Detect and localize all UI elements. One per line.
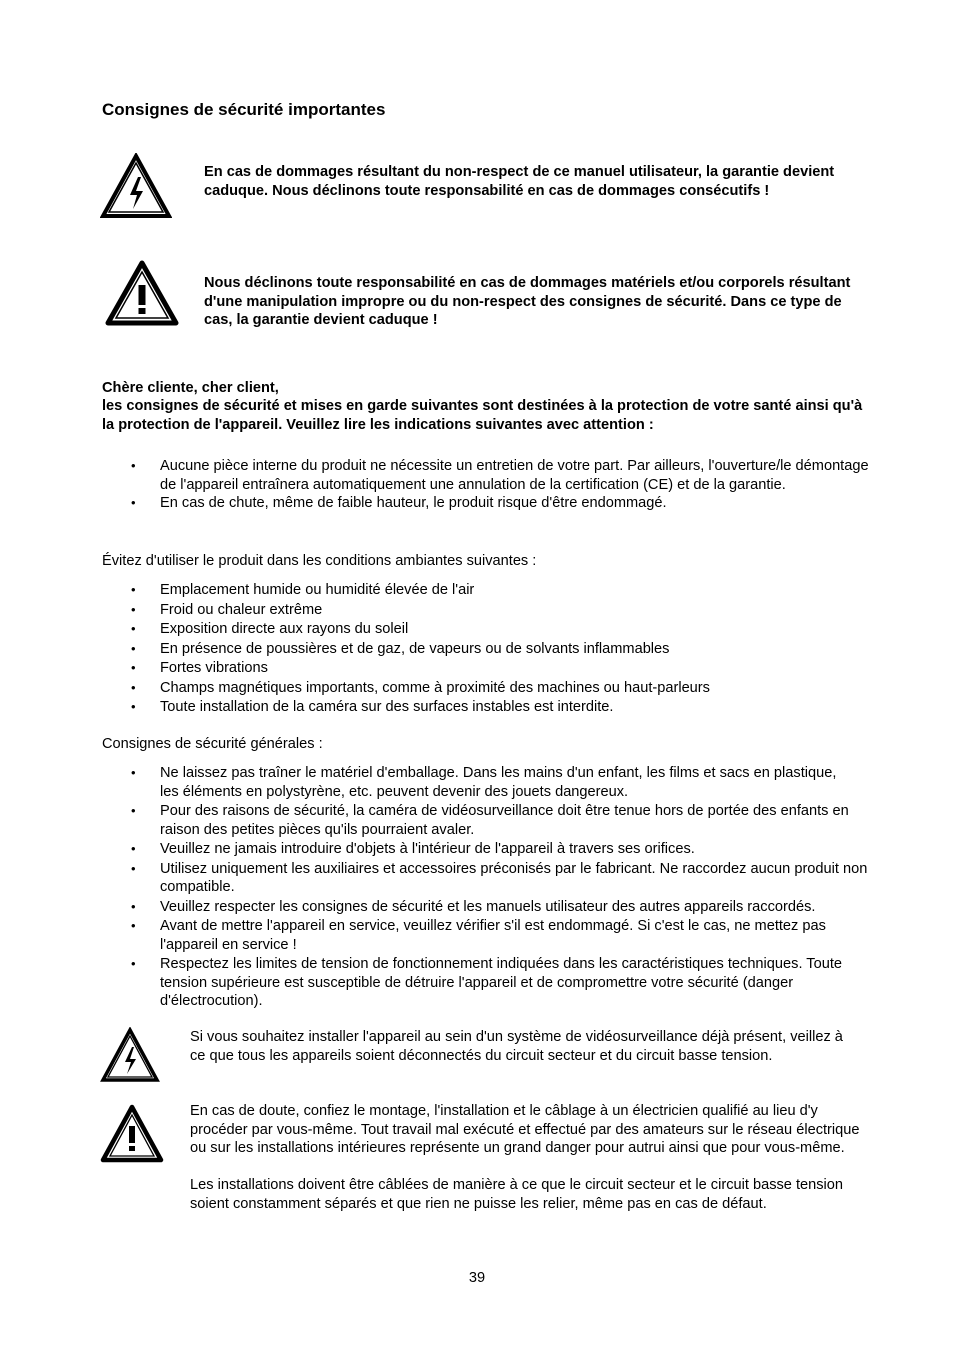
page-title: Consignes de sécurité importantes xyxy=(102,100,386,119)
doubt-note: En cas de doute, confiez le montage, l'installation et le câblage à un électricien qualifié au lieu d'y procéder par vous-même. Tout travail mal exécuté et effectué par des amateurs sur le réseau électrique ou sur les installations intérieures représente un grand danger pour autrui ainsi que pour vous-même. xyxy=(190,1103,860,1156)
general-intro: Consignes de sécurité générales : xyxy=(102,736,323,752)
conditions-list xyxy=(102,581,882,717)
page-number: 39 xyxy=(468,1270,486,1286)
list-item: • En cas de chute, même de faible hauteur, le produit risque d'être endommagé. xyxy=(102,494,882,513)
greeting: Chère cliente, cher client, xyxy=(102,380,279,396)
lightning-warning-icon xyxy=(100,153,172,219)
lightning-warning-icon xyxy=(100,1027,160,1083)
conditions-intro: Évitez d'utiliser le produit dans les conditions ambiantes suivantes : xyxy=(102,553,537,569)
list-item: • Champs magnétiques importants, comme à proximité des machines ou haut-parleurs xyxy=(102,679,882,698)
list-item: • Avant de mettre l'appareil en service, veuillez vérifier s'il est endommagé. Si c'est le cas, ne mettez pas l'appareil en service ! xyxy=(102,917,880,954)
list-item: • Pour des raisons de sécurité, la caméra de vidéosurveillance doit être tenue hors de portée des enfants en raison des petites pièces qu'ils pourraient avaler. xyxy=(102,802,860,839)
warning-text-1: En cas de dommages résultant du non-respect de ce manuel utilisateur, la garantie devient caduque. Nous déclinons toute responsabilité en cas de dommages consécutifs ! xyxy=(204,164,835,199)
list-item: • Fortes vibrations xyxy=(102,659,882,678)
list-item: • Toute installation de la caméra sur des surfaces instables est interdite. xyxy=(102,698,882,717)
list-item: • Froid ou chaleur extrême xyxy=(102,601,882,620)
list-item: • Utilisez uniquement les auxiliaires et accessoires préconisés par le fabricant. Ne raccordez aucun produit non compatible. xyxy=(102,860,880,897)
warning-text-2: Nous déclinons toute responsabilité en cas de dommages matériels et/ou corporels résultant d'une manipulation impropre ou du non-respect des consignes de sécurité. Dans ce type de cas, la garantie devient caduque ! xyxy=(204,275,851,328)
list-item: • Ne laissez pas traîner le matériel d'emballage. Dans les mains d'un enfant, les films et sacs en plastique, les éléments en polystyrène, etc. peuvent devenir des jouets dangereux. xyxy=(102,764,840,801)
list-item: • Veuillez respecter les consignes de sécurité et les manuels utilisateur des autres appareils raccordés. xyxy=(102,898,892,917)
general-safety-list xyxy=(102,764,892,1011)
doubt-note-wiring: Les installations doivent être câblées de manière à ce que le circuit secteur et le circuit basse tension soient constamment séparés et que rien ne puisse les relier, même pas en cas de défaut. xyxy=(190,1177,844,1212)
list-item: • Respectez les limites de tension de fonctionnement indiquées dans les caractéristiques techniques. Toute tension supérieure est susceptible de détruire l'appareil et de compromettre votre sécurité (danger d'électrocution). xyxy=(102,955,880,1011)
exclamation-warning-icon xyxy=(100,1104,164,1164)
list-item: • Veuillez ne jamais introduire d'objets à l'intérieur de l'appareil à travers ses orifices. xyxy=(102,840,892,859)
intro-text: les consignes de sécurité et mises en garde suivantes sont destinées à la protection de votre santé ainsi qu'à la protection de l'appareil. Veuillez lire les indications suivantes avec attention : xyxy=(102,398,863,433)
list-item: • En présence de poussières et de gaz, de vapeurs ou de solvants inflammables xyxy=(102,640,882,659)
list-item: • Emplacement humide ou humidité élevée de l'air xyxy=(102,581,882,600)
install-note: Si vous souhaitez installer l'appareil au sein d'un système de vidéosurveillance déjà présent, veillez à ce que tous les appareils soient déconnectés du circuit secteur et du circuit basse tension. xyxy=(190,1029,843,1064)
list-item: • Exposition directe aux rayons du soleil xyxy=(102,620,882,639)
list-item: • Aucune pièce interne du produit ne nécessite un entretien de votre part. Par ailleurs, l'ouverture/le démontage de l'appareil entraînera automatiquement une annulation de la certification (CE) et de la garantie. xyxy=(102,457,882,494)
exclamation-warning-icon xyxy=(105,260,179,326)
maintenance-list xyxy=(102,457,882,513)
